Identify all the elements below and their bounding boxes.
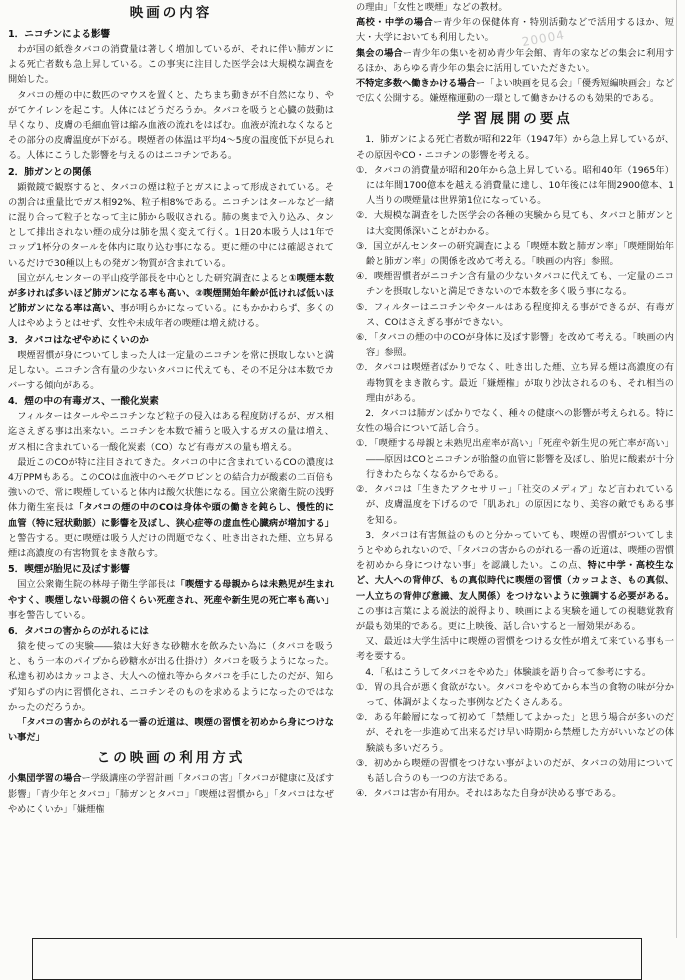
section-6-para-1: 猿を使っての実験――猿は大好きな砂糖水を飲みたい為に（タバコを吸うと、もう一本のパイプから砂糖水が出る仕掛け）タバコを吸うようになった。私達も初めはカッコよさ、大人への憧れ等からタバコを手にしたのだが、知らず知らずの内に習慣化され、ニコチンそのものを求めるようになったのではなかったのだろうか。 <box>8 640 334 713</box>
right-edge-line <box>676 0 677 938</box>
section-1-heading: 1．ニコチンによる影響 <box>8 29 111 40</box>
section-6-quote-text: 「タバコの害からのがれる一番の近道は、喫煙の習慣を初めから身につけない事だ」 <box>8 716 334 744</box>
section-5-para-1 <box>8 577 334 623</box>
usage-small-group-text: ー学級講座の学習計画「タバコの害」「タバコが健康に及ぼす影響」「青少年とタバコ」「肺ガンとタバコ」「喫煙は習慣から」「タバコはなぜやめにくいか」「嫌煙権 <box>8 773 335 815</box>
point-4-item-1: ①．胃の具合が悪く食欲がない。タバコをやめてから本当の食物の味が分かって、体調がよくなった事例などたくさんある。 <box>356 681 674 708</box>
section-2-para-2a: 国立がんセンターの平山疫学部長を中心とした研究調査によると <box>17 272 289 284</box>
point-1-item-5: ⑤．フィルターはニコチンやタールはある程度抑える事ができるが、有毒ガス、COはさえぎる事ができない。 <box>356 301 674 328</box>
section-5-quote: 「喫煙する母親からは未熟児が生まれやすく、喫煙しない母親の倍くらい死産され、死産や新生児の死亡率も高い」 <box>8 579 335 606</box>
section-5-para-1c: 事を警告している。 <box>8 609 91 621</box>
usage-small-group <box>8 771 334 817</box>
point-2-item-1: ①．「喫煙する母親と未熟児出産率が高い」「死産や新生児の死亡率が高い」――原因はCOとニコチンが胎盤の血管に影響を及ぼし、胎児に酸素が十分行きわたらなくなるからである。 <box>356 438 674 480</box>
point-4-item-4: ④．タバコは害か有用か。それはあなた自身が決める事である。 <box>356 788 622 800</box>
key-points-title: 学習展開の要点 <box>457 111 573 128</box>
point-3-para-2: 又、最近は大学生活中に喫煙の習慣をつける女性が増えて来ている事も一考を要する。 <box>356 636 674 663</box>
point-2-heading: 2．タバコは肺ガンばかりでなく、種々の健康への影響が考えられる。特に女性の場合について話し合う。 <box>356 408 674 435</box>
section-2-findings: ①喫煙本数が多ければ多いほど肺ガンになる率も高い、②喫煙開始年齢が低ければ低いほど肺ガンになる率は高い、 <box>8 272 334 315</box>
section-1-para-1: わが国の紙巻タバコの消費量は著しく増加しているが、それに伴い肺ガンによる死亡者数も急上昇している。この事実に注目した医学会は大規模な調査を開始した。 <box>8 44 334 86</box>
point-3-emphasis: 特に中学・高校生など、大人への背伸び、もの真似時代に喫煙の習慣（カッコよさ、もの真似、一人立ちの背伸び意識、友人関係）をつけないように強調する必要がある。 <box>356 560 674 602</box>
point-3-head: 3．タバコは有害無益のものと分かっていても、喫煙の習慣がついてしまうとやめられないので、「タバコの害からのがれる一番の近道は、喫煙の習慣を初めから身につけない事」を認識したい。この点、 <box>356 529 674 572</box>
point-2-item-2: ②．タバコは「生きたアクセサリー」「社交のメディア」など言われているが、皮膚温度を下げるので「肌あれ」の原因になり、美容の敵でもある事を知る。 <box>356 484 674 526</box>
section-4-para-2c: と警告する。更に喫煙は吸う人だけの問題でなく、吐き出された煙、立ち昇る煙は高濃度の有害物質をまき散らす。 <box>8 532 334 560</box>
point-1-item-7: ⑦．タバコは喫煙者ばかりでなく、吐き出した煙、立ち昇る煙は高濃度の有毒物質をまき散らす。最近「嫌煙権」が取り沙汰されるのも、それ相当の理由がある。 <box>356 362 674 404</box>
usage-title: この映画の利用方式 <box>96 750 246 767</box>
right-column <box>356 0 674 801</box>
section-2-para-2c: 事が明らかになっている。にもかかわらず、多くの人はやめようとはせず、女性や未成年者の喫煙は増え続ける。 <box>8 303 335 330</box>
usage-gathering-label: 集会の場合 <box>356 47 403 59</box>
point-1-item-4: ④．喫煙習慣者がニコチン含有量の少ないタバコに代えても、一定量のニコチンを摂取しないと満足できないので本数を多く吸う事になる。 <box>356 271 674 298</box>
section-4-quote: 「タバコの煙の中のCOは身体や頭の働きを鈍らし、慢性的に血管（特に冠状動脈）に影響を及ぼし、狭心症等の虚血性心臓病が増加する」 <box>8 502 335 529</box>
section-3-heading: 3．タバコはなぜやめにくいのか <box>8 334 149 346</box>
movie-contents-title: 映画の内容 <box>129 5 213 21</box>
watermark-stamp: 20004 <box>520 27 566 50</box>
usage-gathering <box>356 46 674 76</box>
section-3-para-1: 喫煙習慣が身についてしまった人は一定量のニコチンを常に摂取しないと満足しない。ニコチン含有量の少ないタバコに代えても、その不足分は本数でカバーする傾向がある。 <box>8 349 334 392</box>
usage-school-label: 高校・中学の場合 <box>356 17 434 29</box>
point-4-heading: 4．「私はこうしてタバコをやめた」体験談を語り合って参考にする。 <box>365 666 652 678</box>
usage-school <box>356 15 674 45</box>
section-4-heading: 4．煙の中の有毒ガス、一酸化炭素 <box>8 396 159 408</box>
usage-school-text: ー青少年の保健体育・特別活動などで活用するほか、短大・大学においても利用したい。 <box>356 17 674 44</box>
usage-continued: の理由」「女性と喫煙」などの教材。 <box>356 2 508 13</box>
section-4-para-2 <box>8 455 334 561</box>
section-2-para-1: 顕微鏡で観察すると、タバコの煙は粒子とガスによって形成されている。その割合は重量比でガス相92%、粒子相8%である。ニコチンはタールなど一緒に混り合って粒子となって主に肺から吸収される。肺の奥まで入り込み、タンとして排出されない煙の成分は肺を黒く変えて行く。1日20本吸う人は1年でコップ1杯分のタールを体内に取り込む事になる。更に煙の中には確認されているだけで30種以上もの発ガン物質が含まれている。 <box>8 181 334 269</box>
section-6-quote <box>8 715 334 745</box>
usage-small-group-label: 小集団学習の場合 <box>8 773 82 785</box>
bottom-frame <box>32 938 642 980</box>
usage-public <box>356 76 674 106</box>
point-1-item-3: ③．国立がんセンターの研究調査による「喫煙本数と肺ガン率」「喫煙開始年齢と肺ガン率」の関係を改めて考える。「映画の内容」参照。 <box>356 240 674 268</box>
section-4-para-1: フィルターはタールやニコチンなど粒子の侵入はある程度防げるが、ガス相迄さえぎる事は出来ない。ニコチンを本数で補うと吸入するガスの量は増え、ガス相に含まれている一酸化炭素（CO）など有毒ガスの量も増える。 <box>8 411 334 453</box>
usage-public-label: 不特定多数へ働きかける場合 <box>356 78 476 90</box>
section-6-heading: 6．タバコの害からのがれるには <box>8 625 149 637</box>
section-5-heading: 5．喫煙が胎児に及ぼす影響 <box>8 564 130 576</box>
point-4-item-3: ③．初めから喫煙の習慣をつけない事がよいのだが、タバコの効用についても話し合うのも一つの方法である。 <box>356 757 674 784</box>
usage-gathering-text: ー青少年の集いを初め青少年会館、青年の家などの集会に利用するほか、あらゆる青少年の集会に活用していただきたい。 <box>356 47 675 74</box>
left-column <box>8 0 334 817</box>
section-1-para-2: タバコの煙の中に数匹のマウスを置くと、たちまち動きが不自然になり、やがてケイレンを起こす。人体にはどうだろうか。タバコを吸うと心臓の鼓動は早くなり、皮膚の毛細血管は縮み血液の流れをはばむ。血液が流れなくなるとその部分の皮膚温度が下がる。喫煙者の体温は平均4～5度の温度低下が見られる。人体にこうした影響を与えるのはニコチンである。 <box>8 89 334 162</box>
section-2-para-2 <box>8 271 334 332</box>
section-5-para-1a: 国立公衆衛生院の林母子衛生学部長は <box>17 579 176 591</box>
usage-public-text: ー「よい映画を見る会」「優秀短編映画会」などで広く公開する。嫌煙権運動の一環として働きかけるのも効果的である。 <box>356 78 675 105</box>
point-1-heading: 1．肺ガンによる死亡者数が昭和22年（1947年）から急上昇しているが、その原因やCO・ニコチンの影響を考える。 <box>356 134 674 161</box>
point-1-item-1: ①．タバコの消費量が昭和20年から急上昇している。昭和40年（1965年）には年間1700億本を越える消費量に達し、10年後には年間2900億本、1人当りの喫煙量は世界第1位になっている。 <box>356 164 674 207</box>
point-4-item-2: ②．ある年齢層になって初めて「禁煙してよかった」と思う場合が多いのだが、それを一歩進めて出来るだけ早い時期から禁煙した方がいいなどの体験談も多いだろう。 <box>356 712 674 754</box>
point-3-tail: この事は言葉による説法的説得より、映画による実験を通しての視聴覚教育が最も効果的である。更に上映後、話し合いすると一層効果がある。 <box>356 605 674 632</box>
point-1-item-2: ②．大規模な調査をした医学会の各種の実験から見ても、タバコと肺ガンとは大変関係深いことがわかる。 <box>356 210 674 237</box>
section-2-heading: 2．肺ガンとの関係 <box>8 166 92 178</box>
point-1-item-6: ⑥．「タバコの煙の中のCOが身体に及ぼす影響」を改めて考える。「映画の内容」参照。 <box>356 332 674 359</box>
point-3-text <box>356 528 674 634</box>
section-4-para-2a: 最近このCOが特に注目されてきた。タバコの中に含まれているCOの濃度は4万PPMもある。このCOは血液中のヘモグロビンとの結合力が酸素の二百倍も強いので、常に喫煙していると体内は酸欠状態になる。国立公衆衛生院の浅野体力衛生室長は <box>8 456 334 514</box>
